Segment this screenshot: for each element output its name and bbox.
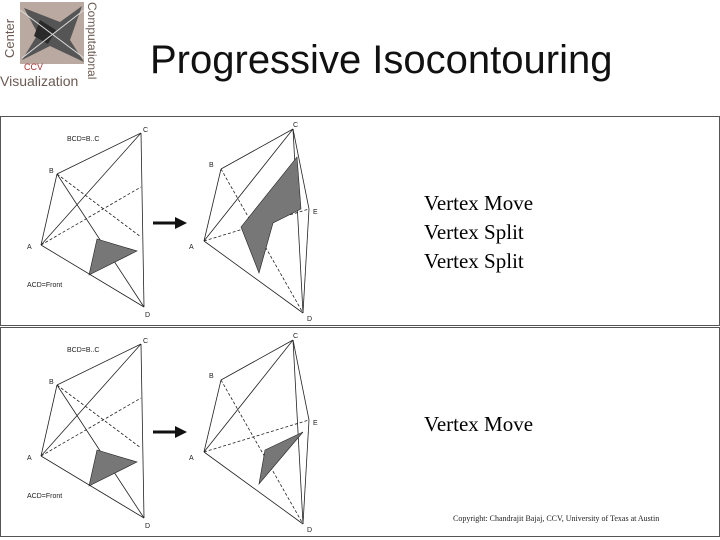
vertex-label-a: A (189, 244, 194, 251)
face-label-bcd: BCD=B..C (67, 136, 100, 143)
logo-word-center: Center (2, 18, 17, 58)
face-label-acd: ACD=Front (27, 282, 63, 289)
vertex-label-c: C (143, 338, 149, 345)
vertex-label-b: B (49, 379, 54, 386)
step-item: Vertex Split (424, 220, 524, 244)
vertex-label-d: D (145, 523, 151, 530)
vertex-label-b: B (209, 162, 214, 169)
vertex-label-d: D (307, 527, 313, 534)
step-list-top (424, 189, 533, 276)
vertex-label-c: C (143, 127, 149, 134)
logo-word-ccv: CCV (24, 62, 44, 72)
vertex-label-a: A (27, 244, 32, 251)
arrow-right-icon (153, 217, 187, 229)
tetra-left (41, 344, 144, 518)
vertex-label-c: C (293, 333, 299, 340)
step-item: Vertex Move (424, 191, 534, 215)
logo-word-computational: Computational (85, 2, 99, 80)
isosurface-right (241, 157, 301, 273)
arrow-right-icon (153, 426, 187, 438)
vertex-label-b: B (49, 168, 54, 175)
tetrahedra-diagram-top (1, 117, 421, 325)
isosurface-left (89, 239, 137, 275)
panel-bottom (0, 327, 720, 537)
step-item: Vertex Move (424, 412, 534, 436)
isosurface-right (259, 432, 303, 484)
vertex-label-a: A (189, 455, 194, 462)
face-label-bcd: BCD=B..C (67, 347, 100, 354)
logo-word-visualization: Visualization (0, 73, 79, 89)
copyright-notice: Copyright: Chandrajit Bajaj, CCV, University of Texas at Austin (453, 514, 660, 523)
vertex-label-e: E (313, 209, 318, 216)
isosurface-left (89, 450, 137, 486)
tetrahedra-diagram-bottom (1, 328, 421, 536)
face-label-acd: ACD=Front (27, 493, 63, 500)
vertex-label-c: C (293, 122, 299, 129)
tetra-right (204, 340, 309, 524)
vertex-label-e: E (313, 420, 318, 427)
vertex-label-b: B (209, 373, 214, 380)
tetra-left (41, 133, 144, 307)
vertex-label-a: A (27, 455, 32, 462)
slide-title: Progressive Isocontouring (150, 38, 613, 82)
vertex-label-d: D (145, 312, 151, 319)
step-item: Vertex Split (424, 249, 524, 273)
vertex-label-d: D (307, 316, 313, 323)
ccv-logo (0, 0, 100, 96)
panel-top (0, 116, 720, 326)
step-list-bottom (424, 412, 533, 437)
